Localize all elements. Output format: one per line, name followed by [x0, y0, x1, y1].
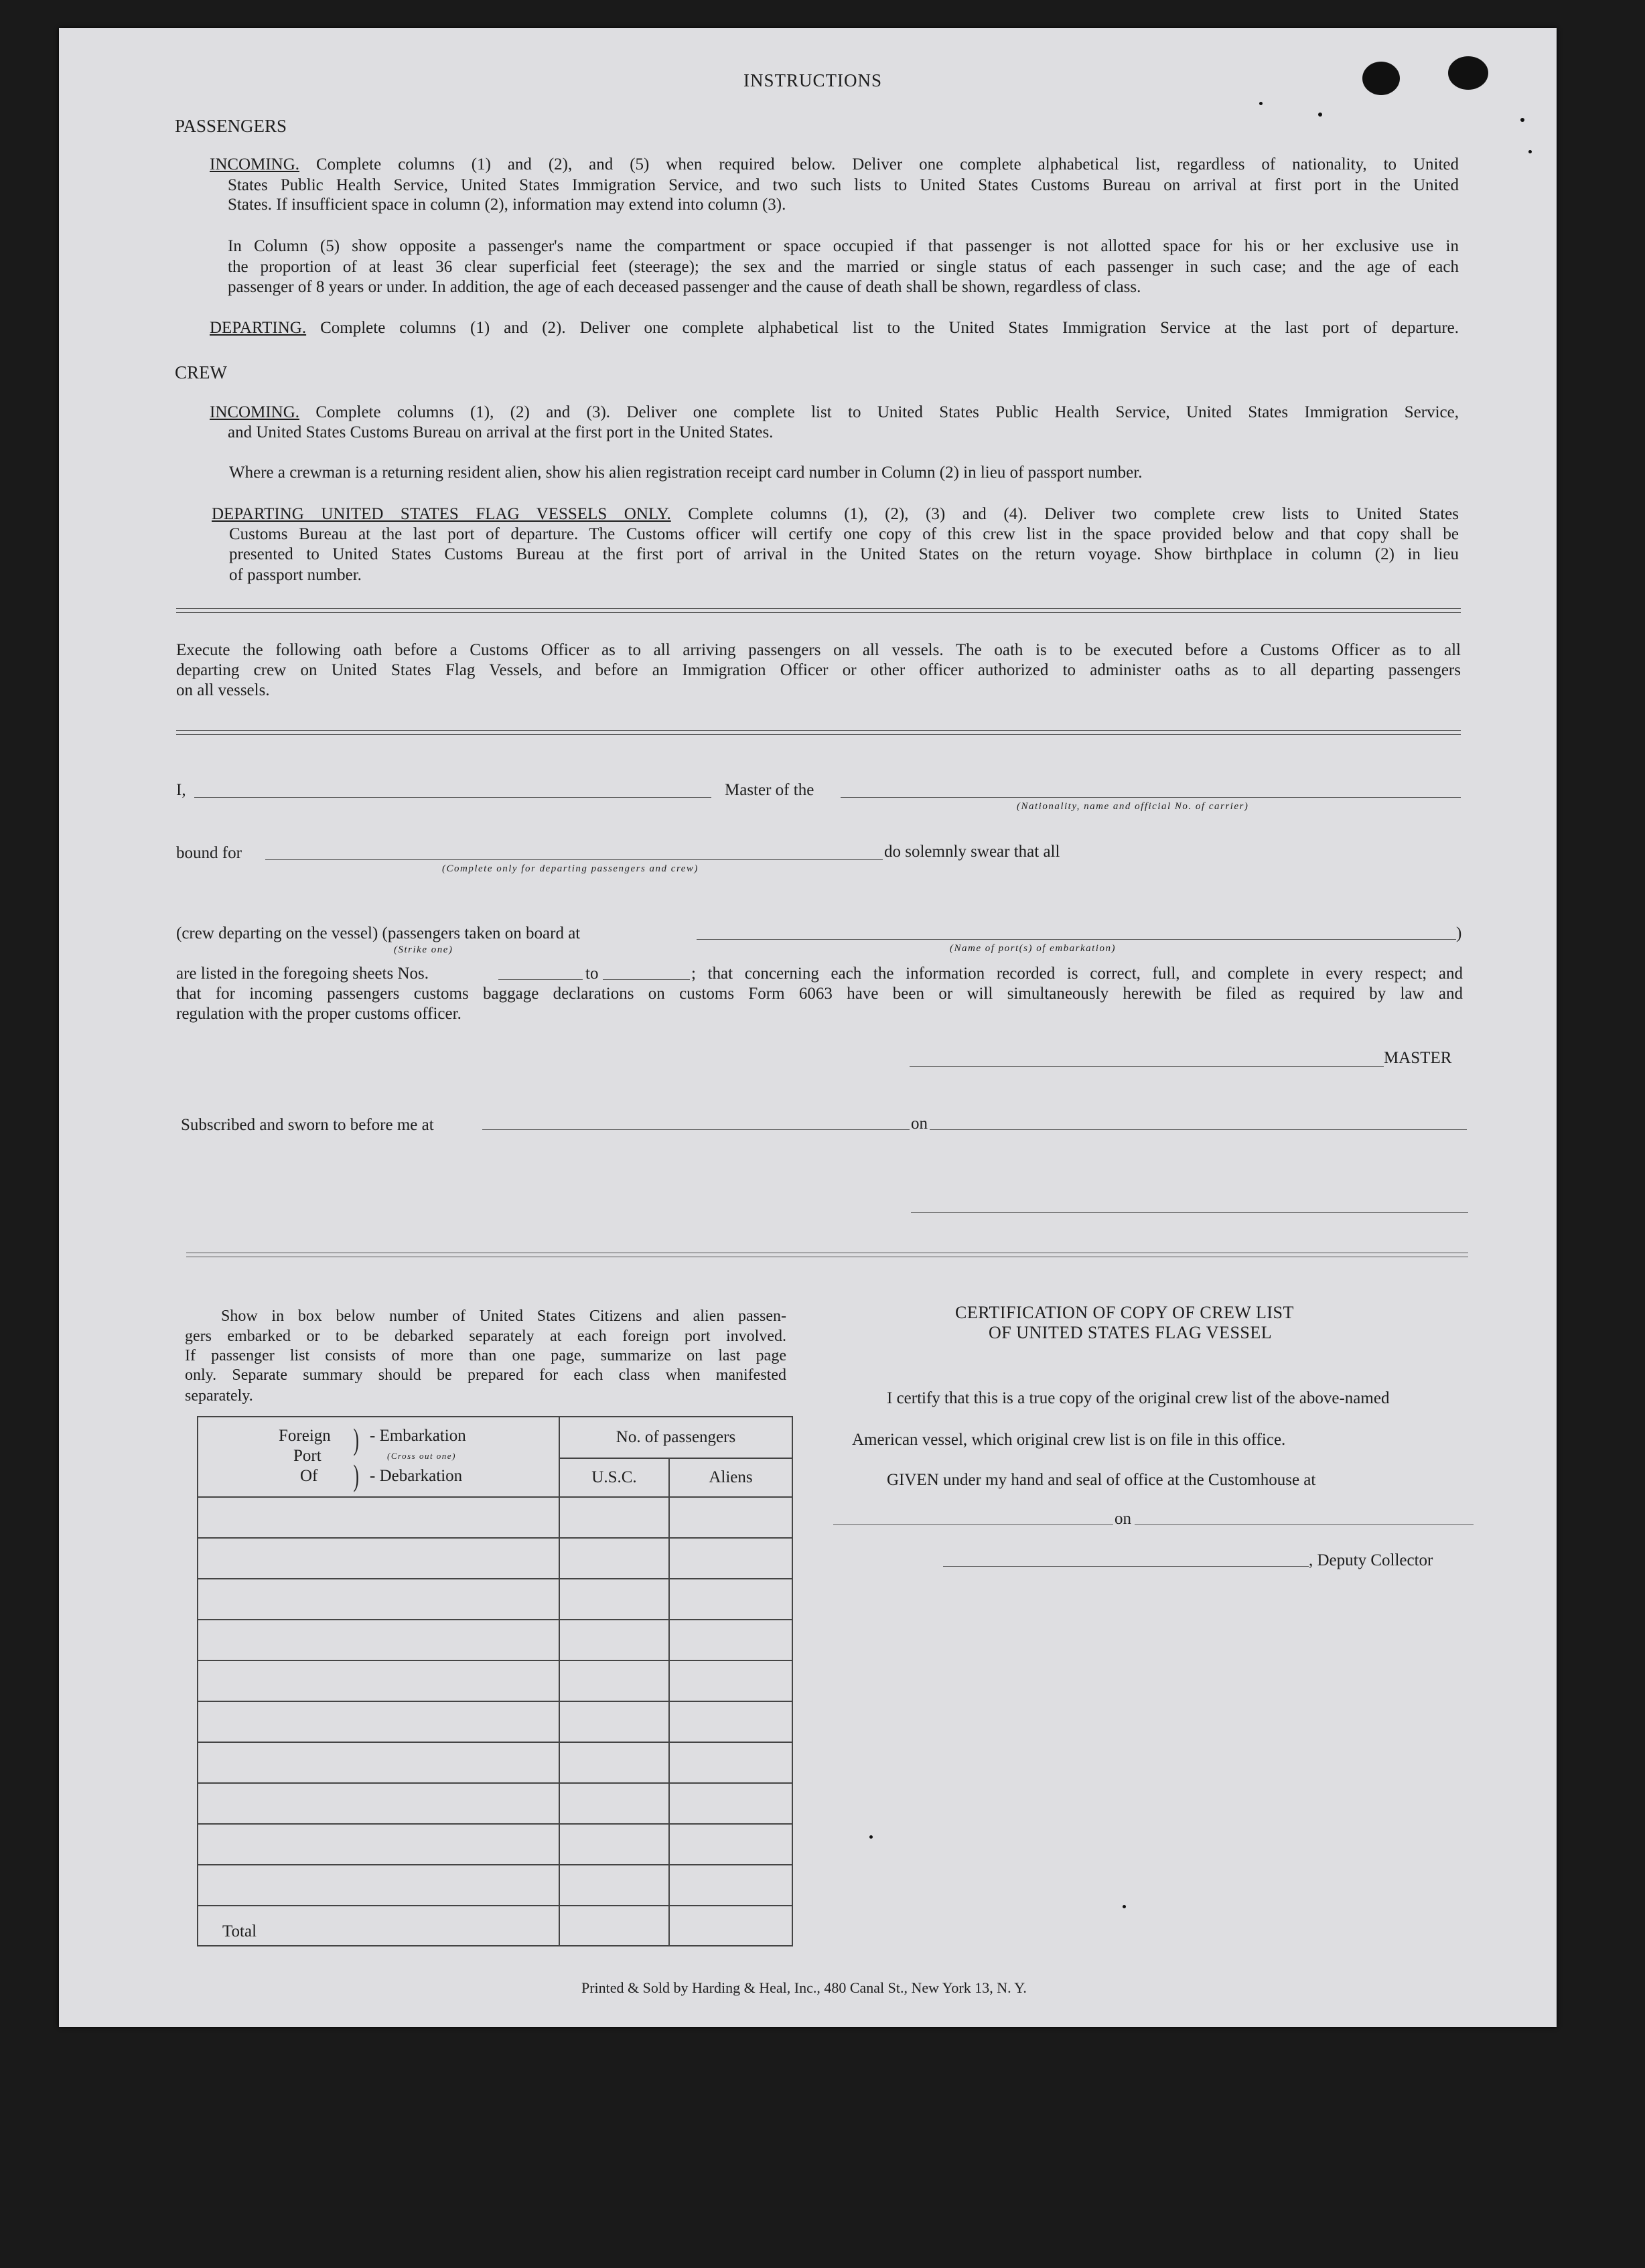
port-cell[interactable]: [198, 1824, 559, 1865]
subscribed-text: Subscribed and sworn to before me at: [181, 1116, 434, 1134]
sworn-place-field[interactable]: [482, 1129, 910, 1130]
aliens-cell[interactable]: [669, 1579, 792, 1620]
crew-departing-text: Complete columns (1), (2), (3) and (4). Deliver two complete crew lists to United States: [688, 505, 1459, 523]
bound-for-field[interactable]: [265, 859, 883, 860]
port-cell[interactable]: [198, 1865, 559, 1906]
bound-for-label: bound for: [176, 844, 242, 862]
port-cell[interactable]: [198, 1701, 559, 1742]
crew-incoming-label: INCOMING.: [210, 403, 300, 421]
speck: [1259, 102, 1263, 105]
aliens-header: Aliens: [669, 1458, 792, 1497]
total-row: [198, 1906, 792, 1946]
aliens-cell[interactable]: [669, 1660, 792, 1701]
table-row: [198, 1701, 792, 1742]
oath-intro-line2: departing crew on United States Flag Vessels, and before an Immigration Officer or other officer authorized to administer oaths as to all departing passengers: [176, 661, 1461, 679]
usc-cell[interactable]: [559, 1497, 669, 1538]
usc-cell[interactable]: [559, 1865, 669, 1906]
ports-caption: (Name of port(s) of embarkation): [950, 943, 1116, 954]
deputy-collector-signature-field[interactable]: [943, 1566, 1309, 1567]
aliens-cell[interactable]: [669, 1538, 792, 1579]
port-cell[interactable]: [198, 1497, 559, 1538]
master-label: MASTER: [1384, 1049, 1452, 1067]
section-divider: [186, 1253, 1468, 1257]
port-header-cell: [198, 1417, 559, 1497]
sworn-on-label: on: [911, 1115, 928, 1133]
passengers-departing-text: Complete columns (1) and (2). Deliver one complete alphabetical list to the United States Immigration Service at the last port of departure.: [320, 319, 1459, 337]
summary-line5: separately.: [185, 1387, 253, 1405]
certification-line1: I certify that this is a true copy of the original crew list of the above-named: [887, 1389, 1390, 1407]
printer-footer: Printed & Sold by Harding & Heal, Inc., 480 Canal St., New York 13, N. Y.: [581, 1979, 1027, 1996]
usc-header: U.S.C.: [559, 1458, 669, 1497]
sheet-from-field[interactable]: [498, 979, 583, 980]
crew-departing-line4: of passport number.: [229, 566, 362, 584]
table-row: [198, 1742, 792, 1783]
passengers-incoming-line3: States. If insufficient space in column (2), information may extend into column (3).: [228, 196, 786, 214]
speck: [1520, 118, 1524, 122]
oath-i-label: I,: [176, 781, 186, 799]
carrier-caption: (Nationality, name and official No. of carrier): [1017, 801, 1249, 812]
passengers-heading: PASSENGERS: [175, 116, 287, 136]
passengers-incoming-label: INCOMING.: [210, 155, 300, 173]
aliens-cell[interactable]: [669, 1620, 792, 1660]
crew-heading: CREW: [175, 362, 227, 382]
summary-line1: Show in box below number of United States Citizens and alien passen-: [221, 1307, 786, 1325]
passengers-departing-line: [210, 317, 1459, 338]
summary-line2: gers embarked or to be debarked separately at each foreign port involved.: [185, 1328, 786, 1345]
punch-hole-left: [1362, 62, 1400, 95]
certification-title-2: OF UNITED STATES FLAG VESSEL: [989, 1323, 1273, 1342]
table-row: [198, 1660, 792, 1701]
column5-line2: the proportion of at least 36 clear superficial feet (steerage); the sex and the married or single status of each passenger in such case; and the age of each: [228, 258, 1459, 276]
section-divider: [176, 730, 1461, 735]
of-label: Of: [300, 1467, 318, 1485]
passenger-summary-table: [197, 1416, 793, 1946]
certification-line3: GIVEN under my hand and seal of office at the Customhouse at: [887, 1471, 1316, 1489]
brace-bottom: ): [353, 1458, 359, 1492]
summary-line3: If passenger list consists of more than one page, summarize on last page: [185, 1347, 786, 1364]
punch-hole-right: [1448, 56, 1488, 90]
table-row: [198, 1824, 792, 1865]
crew-returning-alien-note: Where a crewman is a returning resident alien, show his alien registration receipt card number in Column (2) in lieu of passport number.: [229, 464, 1143, 482]
sworn-date-field[interactable]: [930, 1129, 1467, 1130]
usc-cell[interactable]: [559, 1742, 669, 1783]
port-cell[interactable]: [198, 1620, 559, 1660]
foreign-label: Foreign: [279, 1427, 331, 1445]
column5-line3: passenger of 8 years or under. In addition, the age of each deceased passenger and the cause of death shall be shown, regardless of class.: [228, 278, 1141, 296]
port-cell[interactable]: [198, 1538, 559, 1579]
debarkation-label: - Debarkation: [370, 1467, 463, 1485]
deputy-collector-label: , Deputy Collector: [1309, 1551, 1433, 1569]
ports-of-embarkation-field[interactable]: [697, 939, 1456, 940]
crew-departing-line3: presented to United States Customs Bureau at the first port of arrival in the United States on the return voyage. Show birthplace in column (2) in lieu: [229, 545, 1459, 563]
embarkation-label: - Embarkation: [370, 1427, 466, 1445]
crew-incoming-line2: and United States Customs Bureau on arrival at the first port in the United States.: [228, 423, 774, 441]
port-cell[interactable]: [198, 1742, 559, 1783]
passengers-incoming-line2: States Public Health Service, United States Immigration Service, and two such lists to United States Customs Bureau on arrival at first port in the United: [228, 176, 1459, 194]
summary-line4: only. Separate summary should be prepared for each class when manifested: [185, 1366, 786, 1384]
oath-intro-line1: Execute the following oath before a Customs Officer as to all arriving passengers on all vessels. The oath is to be executed before a Customs Officer as to all: [176, 641, 1461, 659]
usc-cell[interactable]: [559, 1660, 669, 1701]
oath-intro-line3: on all vessels.: [176, 681, 270, 699]
port-cell[interactable]: [198, 1660, 559, 1701]
sheet-to-field[interactable]: [603, 979, 690, 980]
usc-cell[interactable]: [559, 1783, 669, 1824]
swear-text: do solemnly swear that all: [884, 843, 1060, 861]
table-row: [198, 1579, 792, 1620]
speck: [1123, 1905, 1126, 1908]
port-label: Port: [293, 1447, 321, 1465]
passengers-incoming-line: Complete columns (1) and (2), and (5) when required below. Deliver one complete alphabetical list, regardless of nationality, to United: [315, 155, 1459, 173]
carrier-field[interactable]: [841, 797, 1461, 798]
table-row: [198, 1497, 792, 1538]
aliens-cell[interactable]: [669, 1701, 792, 1742]
aliens-cell[interactable]: [669, 1783, 792, 1824]
passengers-incoming-paragraph: [210, 154, 1459, 175]
sheets-post-text: ; that concerning each the information recorded is correct, full, and complete in every respect; and: [691, 965, 1463, 983]
table-row: [198, 1538, 792, 1579]
table-row: [198, 1620, 792, 1660]
aliens-cell[interactable]: [669, 1742, 792, 1783]
certification-line2: American vessel, which original crew list is on file in this office.: [852, 1431, 1286, 1449]
speck: [869, 1835, 873, 1839]
aliens-cell[interactable]: [669, 1865, 792, 1906]
aliens-cell[interactable]: [669, 1824, 792, 1865]
master-of-the-label: Master of the: [725, 781, 814, 799]
column5-line1: In Column (5) show opposite a passenger's name the compartment or space occupied if that passenger is not allotted space for his or her exclusive use in: [228, 237, 1459, 255]
master-name-field[interactable]: [194, 797, 711, 798]
master-signature-field[interactable]: [910, 1066, 1384, 1067]
oath-line3: regulation with the proper customs officer.: [176, 1005, 461, 1023]
no-of-passengers-header: No. of passengers: [559, 1417, 792, 1458]
oath-line2: that for incoming passengers customs baggage declarations on customs Form 6063 have been or will simultaneously herewith be filed as required by law and: [176, 985, 1463, 1003]
cross-out-caption: (Cross out one): [387, 1451, 456, 1461]
speck: [1318, 113, 1322, 117]
strike-one-caption: (Strike one): [394, 944, 453, 955]
usc-cell[interactable]: [559, 1620, 669, 1660]
crew-departing-label: DEPARTING UNITED STATES FLAG VESSELS ONLY.: [212, 505, 671, 523]
total-label-cell: [198, 1906, 559, 1946]
crew-departing-strike-text: (crew departing on the vessel) (passengers taken on board at: [176, 924, 581, 942]
crew-departing-line1: [212, 504, 1459, 524]
speck: [1528, 150, 1532, 153]
crew-departing-line2: Customs Bureau at the last port of departure. The Customs officer will certify one copy of this crew list in the space provided below and that copy shall be: [229, 525, 1459, 543]
crew-incoming-text: Complete columns (1), (2) and (3). Deliver one complete list to United States Public Health Service, United States Immigration Service,: [315, 403, 1459, 421]
sheets-pre-text: are listed in the foregoing sheets Nos.: [176, 965, 429, 983]
table-row: [198, 1783, 792, 1824]
port-cell[interactable]: [198, 1579, 559, 1620]
usc-cell[interactable]: [559, 1824, 669, 1865]
brace-top: ): [353, 1422, 359, 1456]
close-paren: ): [1456, 924, 1462, 942]
port-cell[interactable]: [198, 1783, 559, 1824]
crew-incoming-line1: [210, 402, 1459, 423]
section-divider: [176, 608, 1461, 613]
usc-total-cell[interactable]: [559, 1906, 669, 1946]
aliens-total-cell[interactable]: [669, 1906, 792, 1946]
passengers-departing-label: DEPARTING.: [210, 319, 307, 337]
aliens-cell[interactable]: [669, 1497, 792, 1538]
certification-title-1: CERTIFICATION OF COPY OF CREW LIST: [955, 1303, 1294, 1322]
usc-cell[interactable]: [559, 1538, 669, 1579]
usc-cell[interactable]: [559, 1701, 669, 1742]
sheets-to-text: to: [585, 965, 599, 983]
table-row: [198, 1865, 792, 1906]
usc-cell[interactable]: [559, 1579, 669, 1620]
certification-on-label: on: [1115, 1510, 1131, 1528]
instructions-title: INSTRUCTIONS: [743, 70, 883, 90]
total-label: Total: [222, 1922, 257, 1940]
bound-for-caption: (Complete only for departing passengers and crew): [442, 863, 699, 874]
officer-signature-field[interactable]: [911, 1212, 1468, 1213]
